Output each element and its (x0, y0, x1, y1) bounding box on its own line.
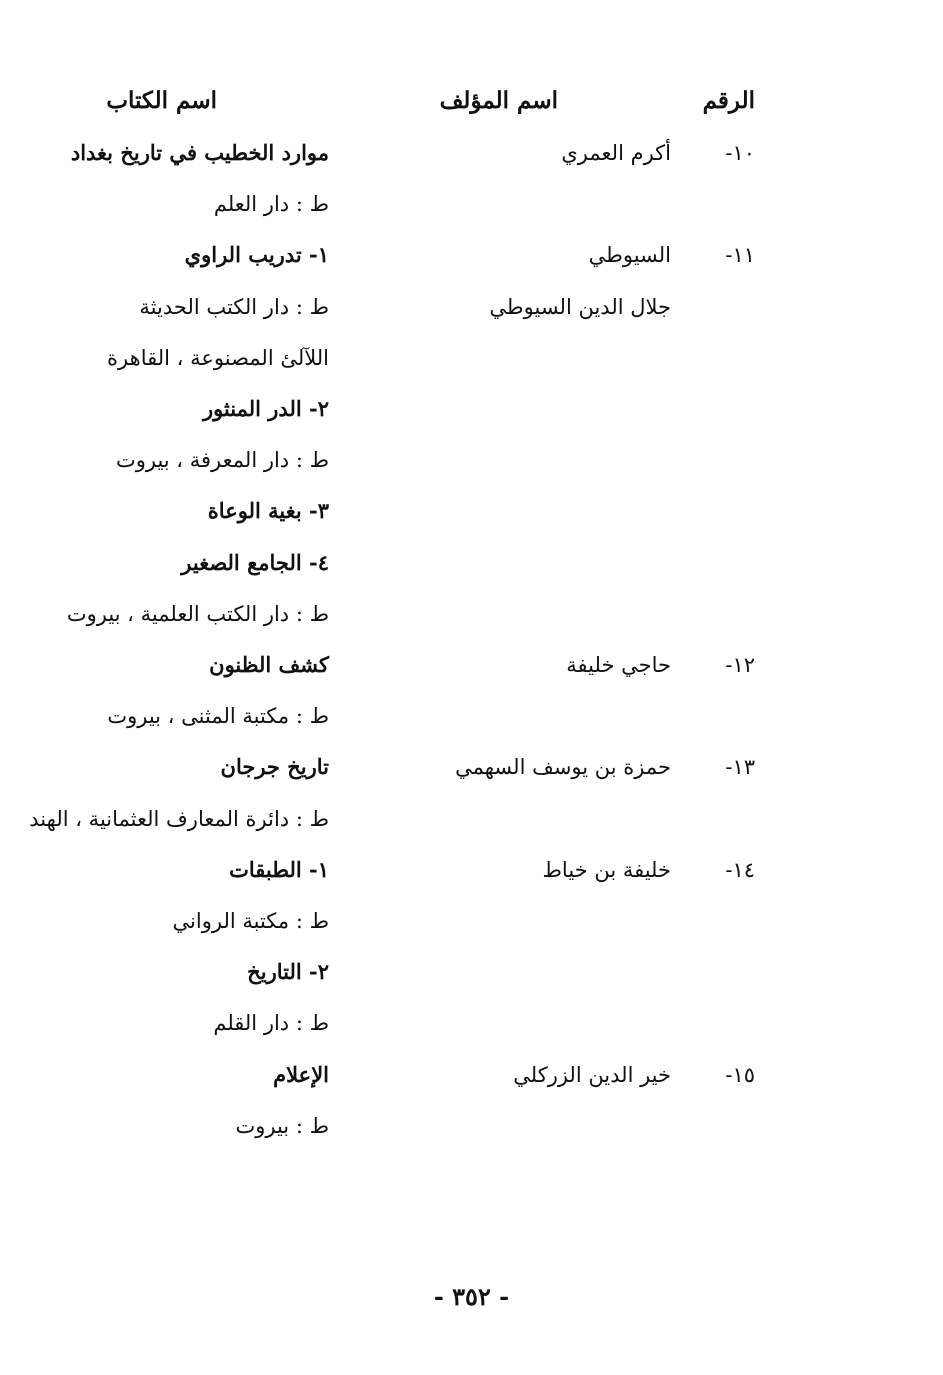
book-publisher: ط : دار القلم (213, 1011, 329, 1036)
entry-author: أكرم العمري (561, 141, 671, 165)
book-title: ٢- التاريخ (247, 959, 329, 985)
book-publisher: ط : دار الكتب العلمية ، بيروت (66, 601, 329, 626)
book-title: ١- الطبقات (229, 856, 329, 882)
entry-number: ١٠- (725, 141, 755, 165)
entry-number: ١٥- (725, 1062, 755, 1087)
book-title: ١- تدريب الراوي (184, 242, 329, 268)
book-publisher: اللآلئ المصنوعة ، القاهرة (107, 345, 329, 370)
book-publisher: ط : دار العلم (213, 192, 329, 217)
entry-author: حمزة بن يوسف السهمي (455, 755, 671, 780)
entry-number: ١٤- (725, 857, 755, 882)
header-number: الرقم (702, 87, 755, 114)
entry-number: ١٢- (725, 653, 755, 677)
entry-author: حاجي خليفة (566, 653, 671, 677)
entry-number: ١٣- (725, 755, 755, 780)
book-publisher: ط : مكتبة الرواني (172, 909, 329, 933)
book-title: ٣- بغية الوعاة (207, 498, 329, 524)
book-publisher: ط : دار الكتب الحديثة (139, 294, 329, 319)
book-title: كشف الظنون (209, 652, 329, 677)
entry-author: خليفة بن خياط (542, 857, 671, 882)
book-title: ٤- الجامع الصغير (181, 549, 329, 575)
book-title: الإعلام (273, 1061, 329, 1087)
header-book: اسم الكتاب (106, 87, 217, 114)
book-publisher: ط : دار المعرفة ، بيروت (115, 448, 329, 473)
page-number: - ٣٥٢ - (433, 1282, 510, 1311)
book-title: موارد الخطيب في تاريخ بغداد (70, 140, 329, 165)
book-publisher: ط : دائرة المعارف العثمانية ، الهند (29, 806, 329, 831)
entry-author: خير الدين الزركلي (513, 1062, 671, 1087)
book-title: تاريخ جرجان (220, 754, 329, 780)
book-title: ٢- الدر المنثور (202, 396, 329, 421)
entry-author: السيوطي (588, 243, 671, 268)
entry-number: ١١- (725, 243, 755, 268)
book-publisher: ط : مكتبة المثنى ، بيروت (107, 704, 329, 729)
entry-author: جلال الدين السيوطي (489, 294, 671, 319)
book-publisher: ط : بيروت (235, 1113, 329, 1138)
header-author: اسم المؤلف (439, 87, 558, 114)
